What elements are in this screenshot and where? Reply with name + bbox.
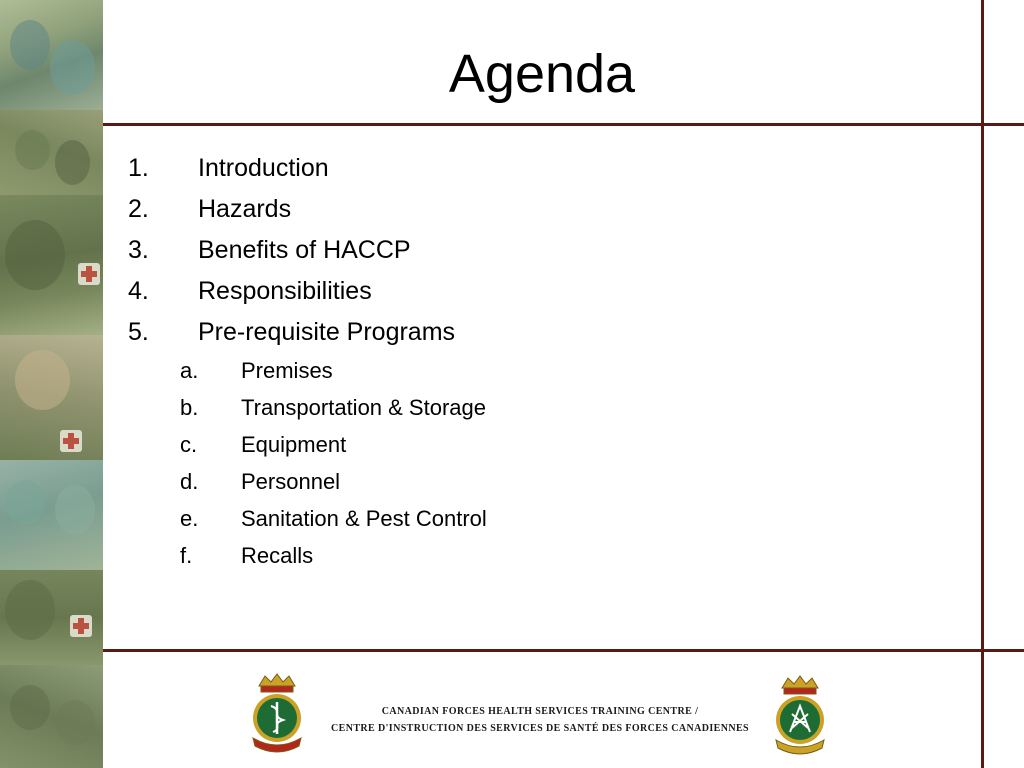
photo-soldier-portrait [0, 335, 103, 460]
title-divider-line [103, 123, 1024, 126]
photo-surgical-team [0, 460, 103, 570]
photo-training-room [0, 110, 103, 195]
agenda-subitem-letter: d. [180, 469, 199, 494]
right-border-line [981, 0, 984, 768]
photo-medical-staff [0, 0, 103, 110]
footer-divider-line [103, 649, 1024, 652]
agenda-item-text: Pre-requisite Programs [198, 318, 456, 346]
agenda-item-text: Hazards [198, 195, 292, 223]
agenda-subitem-text: Equipment [241, 432, 347, 457]
photo-field-medic [0, 570, 103, 665]
agenda-item-text: Benefits of HACCP [198, 236, 411, 264]
footer-centre-name-fr: CENTRE D'INSTRUCTION DES SERVICES DE SANTÉ DES FORCES CANADIENNES [331, 723, 749, 734]
agenda-subitem-text: Transportation & Storage [241, 395, 486, 420]
agenda-item-number: 1. [128, 154, 149, 182]
photo-classroom [0, 665, 103, 768]
agenda-subitem-text: Premises [241, 358, 333, 383]
agenda-subitem-letter: b. [180, 395, 199, 420]
agenda-subitem-text: Recalls [241, 543, 314, 568]
agenda-subitem-text: Sanitation & Pest Control [241, 506, 487, 531]
agenda-subitem-letter: f. [180, 543, 193, 568]
footer-centre-name-en: CANADIAN FORCES HEALTH SERVICES TRAINING CENTRE / [381, 706, 699, 717]
agenda-subitem-letter: a. [180, 358, 199, 383]
agenda-subitem-letter: e. [180, 506, 199, 531]
slide-title: Agenda [448, 44, 636, 104]
agenda-item-number: 2. [128, 195, 149, 223]
photo-collage-strip [0, 0, 103, 768]
agenda-subitem-text: Personnel [241, 469, 341, 494]
caduceus-crest-icon [247, 672, 307, 756]
agenda-item-number: 5. [128, 318, 149, 346]
photo-soldier-medic [0, 195, 103, 335]
agenda-subitem-letter: c. [180, 432, 198, 457]
agenda-item-text: Responsibilities [198, 277, 372, 305]
agenda-item-text: Introduction [198, 154, 329, 182]
agenda-item-number: 3. [128, 236, 149, 264]
training-centre-crest-icon [770, 674, 830, 758]
agenda-item-number: 4. [128, 277, 149, 305]
